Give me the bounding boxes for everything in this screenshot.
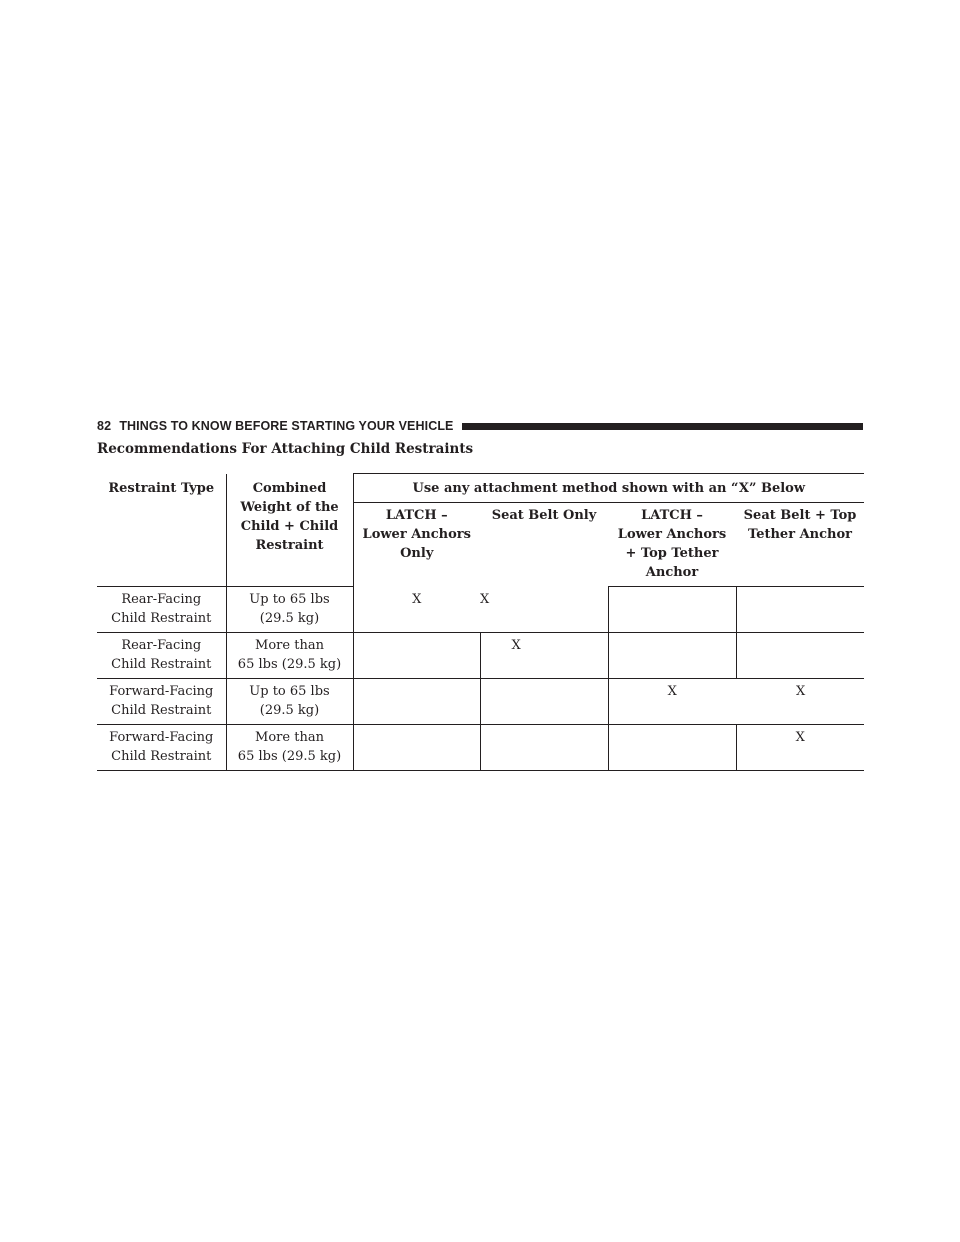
mark-cell <box>608 587 736 633</box>
restraint-type-cell: Rear-Facing Child Restraint <box>97 633 226 679</box>
table-row <box>97 679 864 725</box>
restraint-type-cell: Forward-Facing Child Restraint <box>97 725 226 771</box>
mark-cell: X <box>480 633 608 679</box>
child-restraint-table <box>97 473 864 771</box>
table-row <box>97 725 864 771</box>
weight-cell: More than 65 lbs (29.5 kg) <box>226 633 353 679</box>
running-header <box>97 416 863 436</box>
mark-cell: X <box>480 587 608 633</box>
mark-cell: X <box>736 725 864 771</box>
mark-cell <box>480 679 608 725</box>
mark-cell <box>608 633 736 679</box>
header-rule <box>462 423 864 430</box>
header-restraint-type: Restraint Type <box>97 474 226 587</box>
mark-cell <box>353 679 480 725</box>
restraint-type-cell: Forward-Facing Child Restraint <box>97 679 226 725</box>
page-number: 82 <box>97 419 112 433</box>
weight-cell: More than 65 lbs (29.5 kg) <box>226 725 353 771</box>
mark-cell <box>736 587 864 633</box>
mark-cell <box>480 725 608 771</box>
restraint-type-cell: Rear-Facing Child Restraint <box>97 587 226 633</box>
mark-cell: X <box>412 591 422 607</box>
section-title: Recommendations For Attaching Child Restraints <box>97 441 474 457</box>
header-method-latch-lower: LATCH – Lower Anchors Only <box>362 508 471 561</box>
header-method-seat-belt: Seat Belt Only <box>491 508 597 523</box>
mark-cell <box>353 633 480 679</box>
mark-cell <box>608 725 736 771</box>
mark-cell: X <box>736 679 864 725</box>
header-attachment-methods: Use any attachment method shown with an “X” Below <box>353 474 864 503</box>
header-combined-weight: Combined Weight of the Child + Child Restraint <box>226 474 353 587</box>
table-row <box>97 587 864 633</box>
mark-cell <box>353 725 480 771</box>
weight-cell: Up to 65 lbs (29.5 kg) <box>226 587 353 633</box>
table-header-row <box>97 474 864 503</box>
weight-cell: Up to 65 lbs (29.5 kg) <box>226 679 353 725</box>
running-head-title: THINGS TO KNOW BEFORE STARTING YOUR VEHICLE <box>119 419 454 433</box>
header-method-belt-tether: Seat Belt + Top Tether Anchor <box>743 508 857 542</box>
header-method-latch-tether: LATCH – Lower Anchors + Top Tether Anchor <box>617 508 727 580</box>
mark-cell: X <box>608 679 736 725</box>
table-row <box>97 633 864 679</box>
mark-cell <box>736 633 864 679</box>
